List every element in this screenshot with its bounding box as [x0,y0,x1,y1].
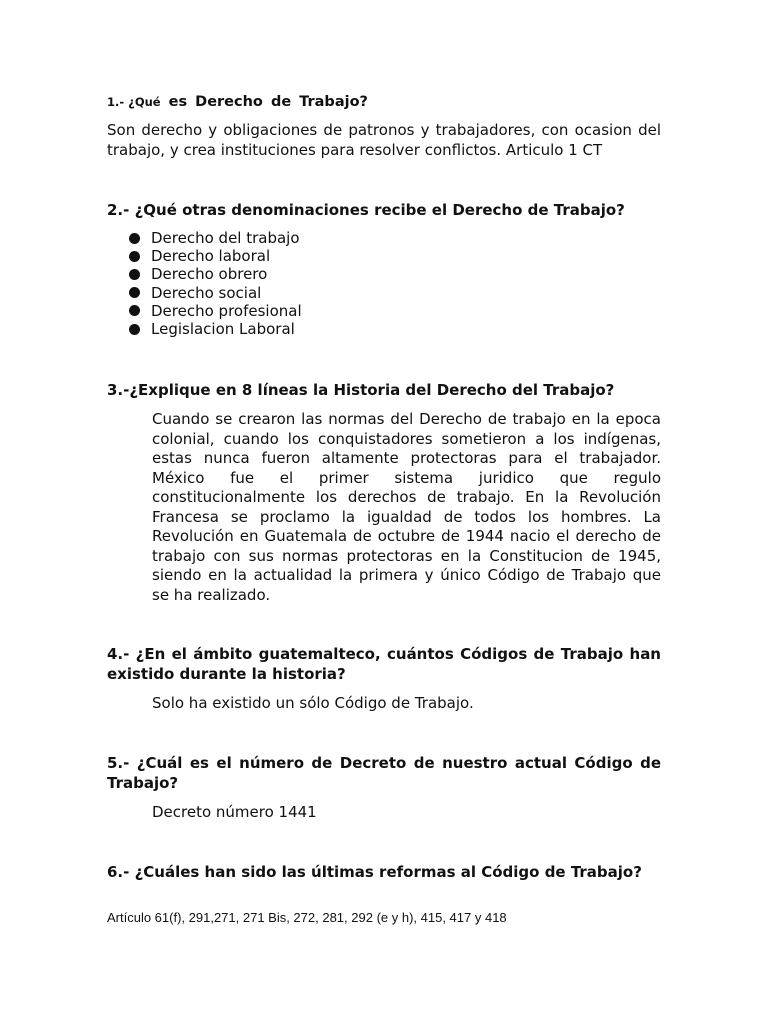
bullet-icon [129,251,140,262]
list-item-label: Derecho del trabajo [151,229,300,247]
list-item [129,229,302,247]
list-item [129,265,302,283]
answer-6: Artículo 61(f), 291,271, 271 Bis, 272, 281, 292 (e y h), 415, 417 y 418 [107,910,507,925]
question-3-title: 3.-¿Explique en 8 líneas la Historia del Derecho del Trabajo? [107,381,615,399]
question-2-title: 2.- ¿Qué otras denominaciones recibe el Derecho de Trabajo? [107,201,625,219]
question-1-title [107,91,368,110]
answer-3: Cuando se crearon las normas del Derecho de trabajo en la epoca colonial, cuando los conquistadores sometieron a los indígenas, estas nunca fueron altamente protectoras para el trabajador. México fue el primer sistema juridico que regulo constitucionalmente los derechos de trabajo. En la Revolución Francesa se proclamo la igualdad de todos los hombres. La Revolución en Guatemala de octubre de 1944 nacio el derecho de trabajo con sus normas protectoras en la Constitucion de 1945, siendo en la actualidad la primera y único Código de Trabajo que se ha realizado. [152,410,661,604]
list-item [129,284,302,302]
list-item-label: Legislacion Laboral [151,320,295,339]
bullet-icon [129,269,140,280]
list-item-label: Derecho profesional [151,301,302,320]
list-item [129,320,302,338]
list-item [129,302,302,320]
question-1-text: es Derecho de Trabajo? [160,94,368,110]
bullet-icon [129,233,140,244]
question-4-title: 4.- ¿En el ámbito guatemalteco, cuántos Códigos de Trabajo han existido durante la historia? [107,645,661,683]
question-1-number: 1.- ¿Qué [107,95,161,109]
question-6-title: 6.- ¿Cuáles han sido las últimas reformas al Código de Trabajo? [107,863,642,881]
bullet-icon [129,287,140,298]
list-item-label: Derecho laboral [151,247,271,266]
list-item [129,247,302,265]
answer-4: Solo ha existido un sólo Código de Trabajo. [152,694,474,712]
question-5-title: 5.- ¿Cuál es el número de Decreto de nuestro actual Código de Trabajo? [107,754,661,792]
list-item-label: Derecho social [151,283,262,302]
answer-1: Son derecho y obligaciones de patronos y trabajadores, con ocasion del trabajo, y crea instituciones para resolver conflictos. Articulo 1 CT [107,121,661,159]
denominations-list [129,229,302,338]
answer-5: Decreto número 1441 [152,803,317,821]
list-item-label: Derecho obrero [151,265,268,284]
bullet-icon [129,324,140,335]
bullet-icon [129,305,140,316]
